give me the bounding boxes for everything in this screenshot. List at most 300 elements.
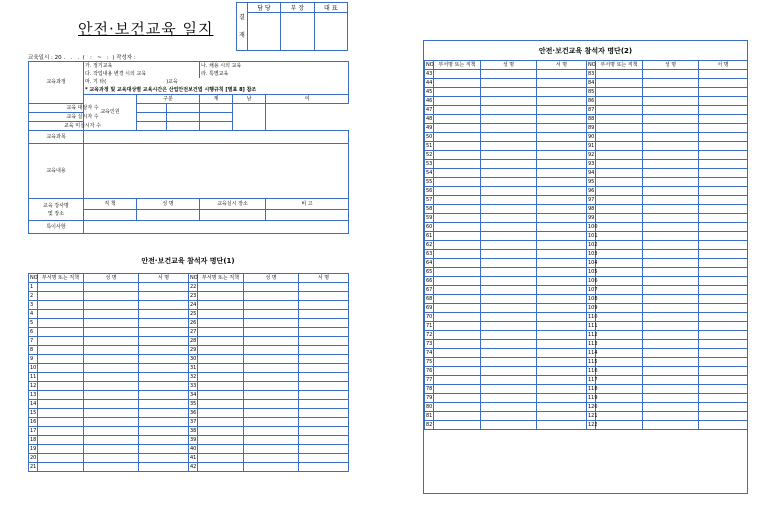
name-cell[interactable] [481,178,537,187]
department-cell[interactable] [38,427,84,436]
name-cell[interactable] [643,358,699,367]
signature-cell[interactable] [299,400,349,409]
signature-cell[interactable] [537,133,587,142]
department-cell[interactable] [596,295,643,304]
department-cell[interactable] [198,463,244,472]
department-cell[interactable] [596,367,643,376]
department-cell[interactable] [198,382,244,391]
name-cell[interactable] [643,97,699,106]
approval-sign-cell[interactable] [247,13,280,51]
signature-cell[interactable] [299,463,349,472]
signature-cell[interactable] [699,97,748,106]
department-cell[interactable] [596,106,643,115]
name-cell[interactable] [643,142,699,151]
personnel-cell[interactable] [200,104,233,113]
name-cell[interactable] [643,115,699,124]
instructor-cell[interactable] [266,210,349,221]
department-cell[interactable] [198,445,244,454]
signature-cell[interactable] [699,349,748,358]
approval-sign-cell[interactable] [314,13,347,51]
department-cell[interactable] [38,292,84,301]
department-cell[interactable] [434,232,481,241]
signature-cell[interactable] [699,169,748,178]
name-cell[interactable] [244,310,299,319]
name-cell[interactable] [84,328,139,337]
department-cell[interactable] [596,250,643,259]
signature-cell[interactable] [699,358,748,367]
name-cell[interactable] [643,232,699,241]
signature-cell[interactable] [139,373,189,382]
name-cell[interactable] [84,436,139,445]
name-cell[interactable] [643,169,699,178]
personnel-cell[interactable] [200,122,233,131]
signature-cell[interactable] [537,259,587,268]
name-cell[interactable] [84,310,139,319]
department-cell[interactable] [596,205,643,214]
signature-cell[interactable] [299,310,349,319]
signature-cell[interactable] [537,376,587,385]
signature-cell[interactable] [699,403,748,412]
department-cell[interactable] [38,328,84,337]
signature-cell[interactable] [537,214,587,223]
name-cell[interactable] [481,241,537,250]
department-cell[interactable] [596,178,643,187]
name-cell[interactable] [643,286,699,295]
name-cell[interactable] [84,373,139,382]
department-cell[interactable] [198,364,244,373]
department-cell[interactable] [434,97,481,106]
signature-cell[interactable] [299,292,349,301]
signature-cell[interactable] [699,205,748,214]
name-cell[interactable] [84,391,139,400]
signature-cell[interactable] [299,382,349,391]
department-cell[interactable] [434,304,481,313]
signature-cell[interactable] [699,385,748,394]
department-cell[interactable] [596,331,643,340]
signature-cell[interactable] [699,376,748,385]
department-cell[interactable] [596,115,643,124]
department-cell[interactable] [596,340,643,349]
department-cell[interactable] [434,412,481,421]
department-cell[interactable] [596,160,643,169]
department-cell[interactable] [198,418,244,427]
name-cell[interactable] [244,328,299,337]
signature-cell[interactable] [299,454,349,463]
instructor-cell[interactable] [137,210,200,221]
name-cell[interactable] [481,97,537,106]
signature-cell[interactable] [299,445,349,454]
signature-cell[interactable] [537,403,587,412]
name-cell[interactable] [481,88,537,97]
name-cell[interactable] [643,133,699,142]
name-cell[interactable] [643,205,699,214]
personnel-cell[interactable] [167,113,200,122]
name-cell[interactable] [84,409,139,418]
name-cell[interactable] [481,394,537,403]
name-cell[interactable] [643,412,699,421]
name-cell[interactable] [244,445,299,454]
name-cell[interactable] [643,223,699,232]
name-cell[interactable] [481,124,537,133]
name-cell[interactable] [481,169,537,178]
department-cell[interactable] [434,205,481,214]
department-cell[interactable] [434,385,481,394]
department-cell[interactable] [596,70,643,79]
name-cell[interactable] [481,151,537,160]
signature-cell[interactable] [537,358,587,367]
content-field[interactable] [84,144,349,199]
department-cell[interactable] [434,277,481,286]
signature-cell[interactable] [699,151,748,160]
signature-cell[interactable] [139,364,189,373]
signature-cell[interactable] [299,418,349,427]
department-cell[interactable] [596,259,643,268]
name-cell[interactable] [643,214,699,223]
name-cell[interactable] [481,385,537,394]
signature-cell[interactable] [537,160,587,169]
name-cell[interactable] [244,427,299,436]
department-cell[interactable] [198,310,244,319]
department-cell[interactable] [596,394,643,403]
name-cell[interactable] [481,142,537,151]
department-cell[interactable] [434,241,481,250]
name-cell[interactable] [481,115,537,124]
name-cell[interactable] [481,286,537,295]
name-cell[interactable] [244,436,299,445]
department-cell[interactable] [434,106,481,115]
signature-cell[interactable] [299,346,349,355]
department-cell[interactable] [434,124,481,133]
name-cell[interactable] [643,349,699,358]
name-cell[interactable] [481,313,537,322]
name-cell[interactable] [84,382,139,391]
signature-cell[interactable] [299,427,349,436]
course-option[interactable]: 나. 채용 시의 교육 [200,62,349,71]
department-cell[interactable] [434,367,481,376]
name-cell[interactable] [244,391,299,400]
signature-cell[interactable] [699,115,748,124]
name-cell[interactable] [481,340,537,349]
signature-cell[interactable] [699,241,748,250]
name-cell[interactable] [481,421,537,430]
name-cell[interactable] [643,160,699,169]
department-cell[interactable] [434,115,481,124]
name-cell[interactable] [481,259,537,268]
name-cell[interactable] [643,421,699,430]
department-cell[interactable] [434,349,481,358]
name-cell[interactable] [244,283,299,292]
signature-cell[interactable] [699,223,748,232]
name-cell[interactable] [643,88,699,97]
name-cell[interactable] [84,292,139,301]
department-cell[interactable] [434,313,481,322]
signature-cell[interactable] [537,187,587,196]
name-cell[interactable] [643,331,699,340]
signature-cell[interactable] [537,151,587,160]
signature-cell[interactable] [139,283,189,292]
department-cell[interactable] [198,337,244,346]
department-cell[interactable] [434,268,481,277]
name-cell[interactable] [643,340,699,349]
department-cell[interactable] [434,214,481,223]
department-cell[interactable] [596,88,643,97]
signature-cell[interactable] [139,355,189,364]
department-cell[interactable] [38,382,84,391]
department-cell[interactable] [434,322,481,331]
department-cell[interactable] [38,310,84,319]
department-cell[interactable] [596,232,643,241]
name-cell[interactable] [481,79,537,88]
name-cell[interactable] [481,376,537,385]
name-cell[interactable] [481,412,537,421]
signature-cell[interactable] [139,418,189,427]
signature-cell[interactable] [537,115,587,124]
signature-cell[interactable] [537,268,587,277]
department-cell[interactable] [434,403,481,412]
name-cell[interactable] [244,301,299,310]
name-cell[interactable] [481,196,537,205]
name-cell[interactable] [244,292,299,301]
name-cell[interactable] [481,322,537,331]
signature-cell[interactable] [537,250,587,259]
department-cell[interactable] [596,241,643,250]
signature-cell[interactable] [699,421,748,430]
department-cell[interactable] [434,358,481,367]
signature-cell[interactable] [139,427,189,436]
signature-cell[interactable] [139,400,189,409]
instructor-cell[interactable] [200,210,266,221]
name-cell[interactable] [244,346,299,355]
name-cell[interactable] [84,463,139,472]
signature-cell[interactable] [139,445,189,454]
signature-cell[interactable] [299,409,349,418]
name-cell[interactable] [481,205,537,214]
signature-cell[interactable] [139,463,189,472]
signature-cell[interactable] [299,364,349,373]
name-cell[interactable] [84,301,139,310]
name-cell[interactable] [84,355,139,364]
department-cell[interactable] [434,340,481,349]
signature-cell[interactable] [699,259,748,268]
name-cell[interactable] [643,403,699,412]
signature-cell[interactable] [537,124,587,133]
signature-cell[interactable] [537,142,587,151]
department-cell[interactable] [198,427,244,436]
signature-cell[interactable] [299,301,349,310]
signature-cell[interactable] [537,223,587,232]
signature-cell[interactable] [699,277,748,286]
department-cell[interactable] [434,223,481,232]
signature-cell[interactable] [537,331,587,340]
department-cell[interactable] [596,142,643,151]
signature-cell[interactable] [139,310,189,319]
department-cell[interactable] [198,319,244,328]
name-cell[interactable] [244,382,299,391]
department-cell[interactable] [434,178,481,187]
signature-cell[interactable] [299,391,349,400]
name-cell[interactable] [481,106,537,115]
department-cell[interactable] [38,337,84,346]
signature-cell[interactable] [699,412,748,421]
name-cell[interactable] [84,337,139,346]
department-cell[interactable] [434,196,481,205]
department-cell[interactable] [198,373,244,382]
signature-cell[interactable] [299,337,349,346]
signature-cell[interactable] [699,340,748,349]
signature-cell[interactable] [537,196,587,205]
no-education-reason-cell[interactable] [233,104,266,131]
signature-cell[interactable] [139,409,189,418]
name-cell[interactable] [643,124,699,133]
department-cell[interactable] [434,250,481,259]
department-cell[interactable] [596,286,643,295]
name-cell[interactable] [643,178,699,187]
name-cell[interactable] [481,214,537,223]
signature-cell[interactable] [537,385,587,394]
name-cell[interactable] [481,187,537,196]
department-cell[interactable] [434,142,481,151]
name-cell[interactable] [84,346,139,355]
name-cell[interactable] [244,400,299,409]
department-cell[interactable] [198,292,244,301]
name-cell[interactable] [481,304,537,313]
signature-cell[interactable] [699,187,748,196]
name-cell[interactable] [244,463,299,472]
name-cell[interactable] [643,313,699,322]
signature-cell[interactable] [699,160,748,169]
name-cell[interactable] [84,445,139,454]
department-cell[interactable] [38,283,84,292]
special-field[interactable] [84,221,349,234]
name-cell[interactable] [84,454,139,463]
name-cell[interactable] [643,304,699,313]
name-cell[interactable] [643,241,699,250]
name-cell[interactable] [244,418,299,427]
department-cell[interactable] [434,88,481,97]
department-cell[interactable] [434,331,481,340]
course-option[interactable]: 다. 작업내용 변경 시의 교육 [84,70,200,78]
signature-cell[interactable] [139,301,189,310]
signature-cell[interactable] [699,178,748,187]
department-cell[interactable] [596,79,643,88]
name-cell[interactable] [481,250,537,259]
department-cell[interactable] [434,259,481,268]
signature-cell[interactable] [699,124,748,133]
name-cell[interactable] [244,373,299,382]
department-cell[interactable] [434,160,481,169]
signature-cell[interactable] [699,232,748,241]
department-cell[interactable] [596,313,643,322]
department-cell[interactable] [596,151,643,160]
department-cell[interactable] [38,301,84,310]
signature-cell[interactable] [699,313,748,322]
name-cell[interactable] [244,409,299,418]
name-cell[interactable] [481,367,537,376]
department-cell[interactable] [596,187,643,196]
signature-cell[interactable] [699,304,748,313]
name-cell[interactable] [244,355,299,364]
department-cell[interactable] [434,70,481,79]
department-cell[interactable] [434,79,481,88]
name-cell[interactable] [481,403,537,412]
department-cell[interactable] [596,124,643,133]
personnel-cell[interactable] [167,122,200,131]
signature-cell[interactable] [537,106,587,115]
signature-cell[interactable] [139,328,189,337]
signature-cell[interactable] [537,277,587,286]
department-cell[interactable] [38,418,84,427]
name-cell[interactable] [481,70,537,79]
department-cell[interactable] [434,394,481,403]
signature-cell[interactable] [537,97,587,106]
name-cell[interactable] [244,319,299,328]
name-cell[interactable] [84,319,139,328]
signature-cell[interactable] [537,295,587,304]
signature-cell[interactable] [299,328,349,337]
personnel-cell[interactable] [167,104,200,113]
signature-cell[interactable] [699,70,748,79]
personnel-cell[interactable] [137,104,167,113]
signature-cell[interactable] [537,421,587,430]
department-cell[interactable] [434,376,481,385]
department-cell[interactable] [198,436,244,445]
name-cell[interactable] [481,295,537,304]
signature-cell[interactable] [699,286,748,295]
department-cell[interactable] [596,169,643,178]
name-cell[interactable] [643,367,699,376]
name-cell[interactable] [643,394,699,403]
department-cell[interactable] [596,412,643,421]
name-cell[interactable] [244,454,299,463]
department-cell[interactable] [198,346,244,355]
department-cell[interactable] [198,400,244,409]
department-cell[interactable] [434,295,481,304]
signature-cell[interactable] [537,367,587,376]
name-cell[interactable] [481,160,537,169]
department-cell[interactable] [198,328,244,337]
name-cell[interactable] [481,331,537,340]
name-cell[interactable] [643,385,699,394]
name-cell[interactable] [643,250,699,259]
signature-cell[interactable] [139,319,189,328]
department-cell[interactable] [434,133,481,142]
department-cell[interactable] [198,391,244,400]
name-cell[interactable] [481,277,537,286]
name-cell[interactable] [481,349,537,358]
department-cell[interactable] [596,403,643,412]
name-cell[interactable] [643,277,699,286]
name-cell[interactable] [643,322,699,331]
name-cell[interactable] [643,196,699,205]
name-cell[interactable] [643,106,699,115]
signature-cell[interactable] [699,367,748,376]
department-cell[interactable] [596,196,643,205]
department-cell[interactable] [38,454,84,463]
signature-cell[interactable] [537,232,587,241]
department-cell[interactable] [596,358,643,367]
signature-cell[interactable] [299,355,349,364]
name-cell[interactable] [643,259,699,268]
name-cell[interactable] [481,232,537,241]
signature-cell[interactable] [699,295,748,304]
department-cell[interactable] [596,214,643,223]
department-cell[interactable] [38,346,84,355]
department-cell[interactable] [596,322,643,331]
name-cell[interactable] [84,427,139,436]
signature-cell[interactable] [699,196,748,205]
department-cell[interactable] [596,268,643,277]
signature-cell[interactable] [537,304,587,313]
